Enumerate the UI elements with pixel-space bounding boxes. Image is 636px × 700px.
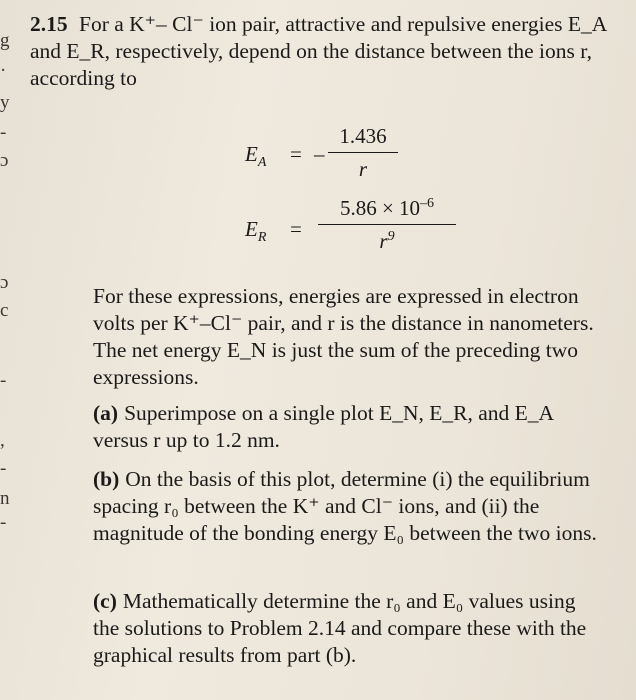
part-text: Mathematically determine the r₀ and E₀ values using the solutions to Problem 2.14 and compare these with the graphical results from part (b). [93, 589, 587, 667]
gutter-mark: n [0, 488, 10, 509]
gutter-mark: c [0, 300, 9, 321]
explanation-paragraph: For these expressions, energies are expressed in electron volts per K⁺–Cl⁻ pair, and r is the distance in nanometers. The net energy E_N is just the sum of the preceding two expressions. [93, 284, 594, 389]
gutter-mark: ɔ [0, 272, 9, 293]
gutter-mark: - [0, 458, 7, 479]
problem-statement [30, 11, 620, 92]
numerator: $5.86 \times 10^{-6}$ [318, 196, 456, 225]
gutter-mark: g [0, 30, 10, 51]
gutter-mark: y [0, 92, 10, 113]
denominator: $r^9$ [379, 229, 395, 253]
equals-sign: = [290, 217, 302, 241]
part-label: (b) [93, 467, 120, 491]
gutter-mark: - [0, 122, 7, 143]
numerator: 1.436 [328, 124, 398, 153]
part-label: (c) [93, 589, 117, 613]
part-a [93, 400, 598, 454]
denominator: r [358, 157, 368, 181]
part-b [93, 466, 598, 547]
gutter-mark: - [0, 512, 7, 533]
equation-lhs: $E_A$ [245, 142, 267, 171]
equation-lhs: $E_R$ [245, 217, 267, 246]
part-text: On the basis of this plot, determine (i) the equilibrium spacing r₀ between the K⁺ and Cl⁻ ions, and (ii) the magnitude of the bonding energy E₀ between the two ions. [93, 467, 597, 545]
gutter-mark: , [0, 430, 5, 451]
part-c [93, 588, 598, 669]
fraction [318, 196, 456, 254]
equals-sign: = [290, 142, 302, 166]
part-text: Superimpose on a single plot E_N, E_R, and E_A versus r up to 1.2 nm. [93, 401, 553, 452]
fraction [328, 124, 398, 182]
gutter-mark: - [0, 370, 7, 391]
minus-sign: – [314, 142, 325, 166]
part-label: (a) [93, 401, 119, 425]
gutter-marks [0, 0, 18, 700]
gutter-mark: ɔ [0, 150, 9, 171]
gutter-mark: · [0, 60, 7, 81]
problem-intro: For a K⁺– Cl⁻ ion pair, attractive and repulsive energies E_A and E_R, respectively, depend on the distance between the ions r, according to [30, 12, 607, 90]
problem-number: 2.15 [30, 12, 68, 36]
